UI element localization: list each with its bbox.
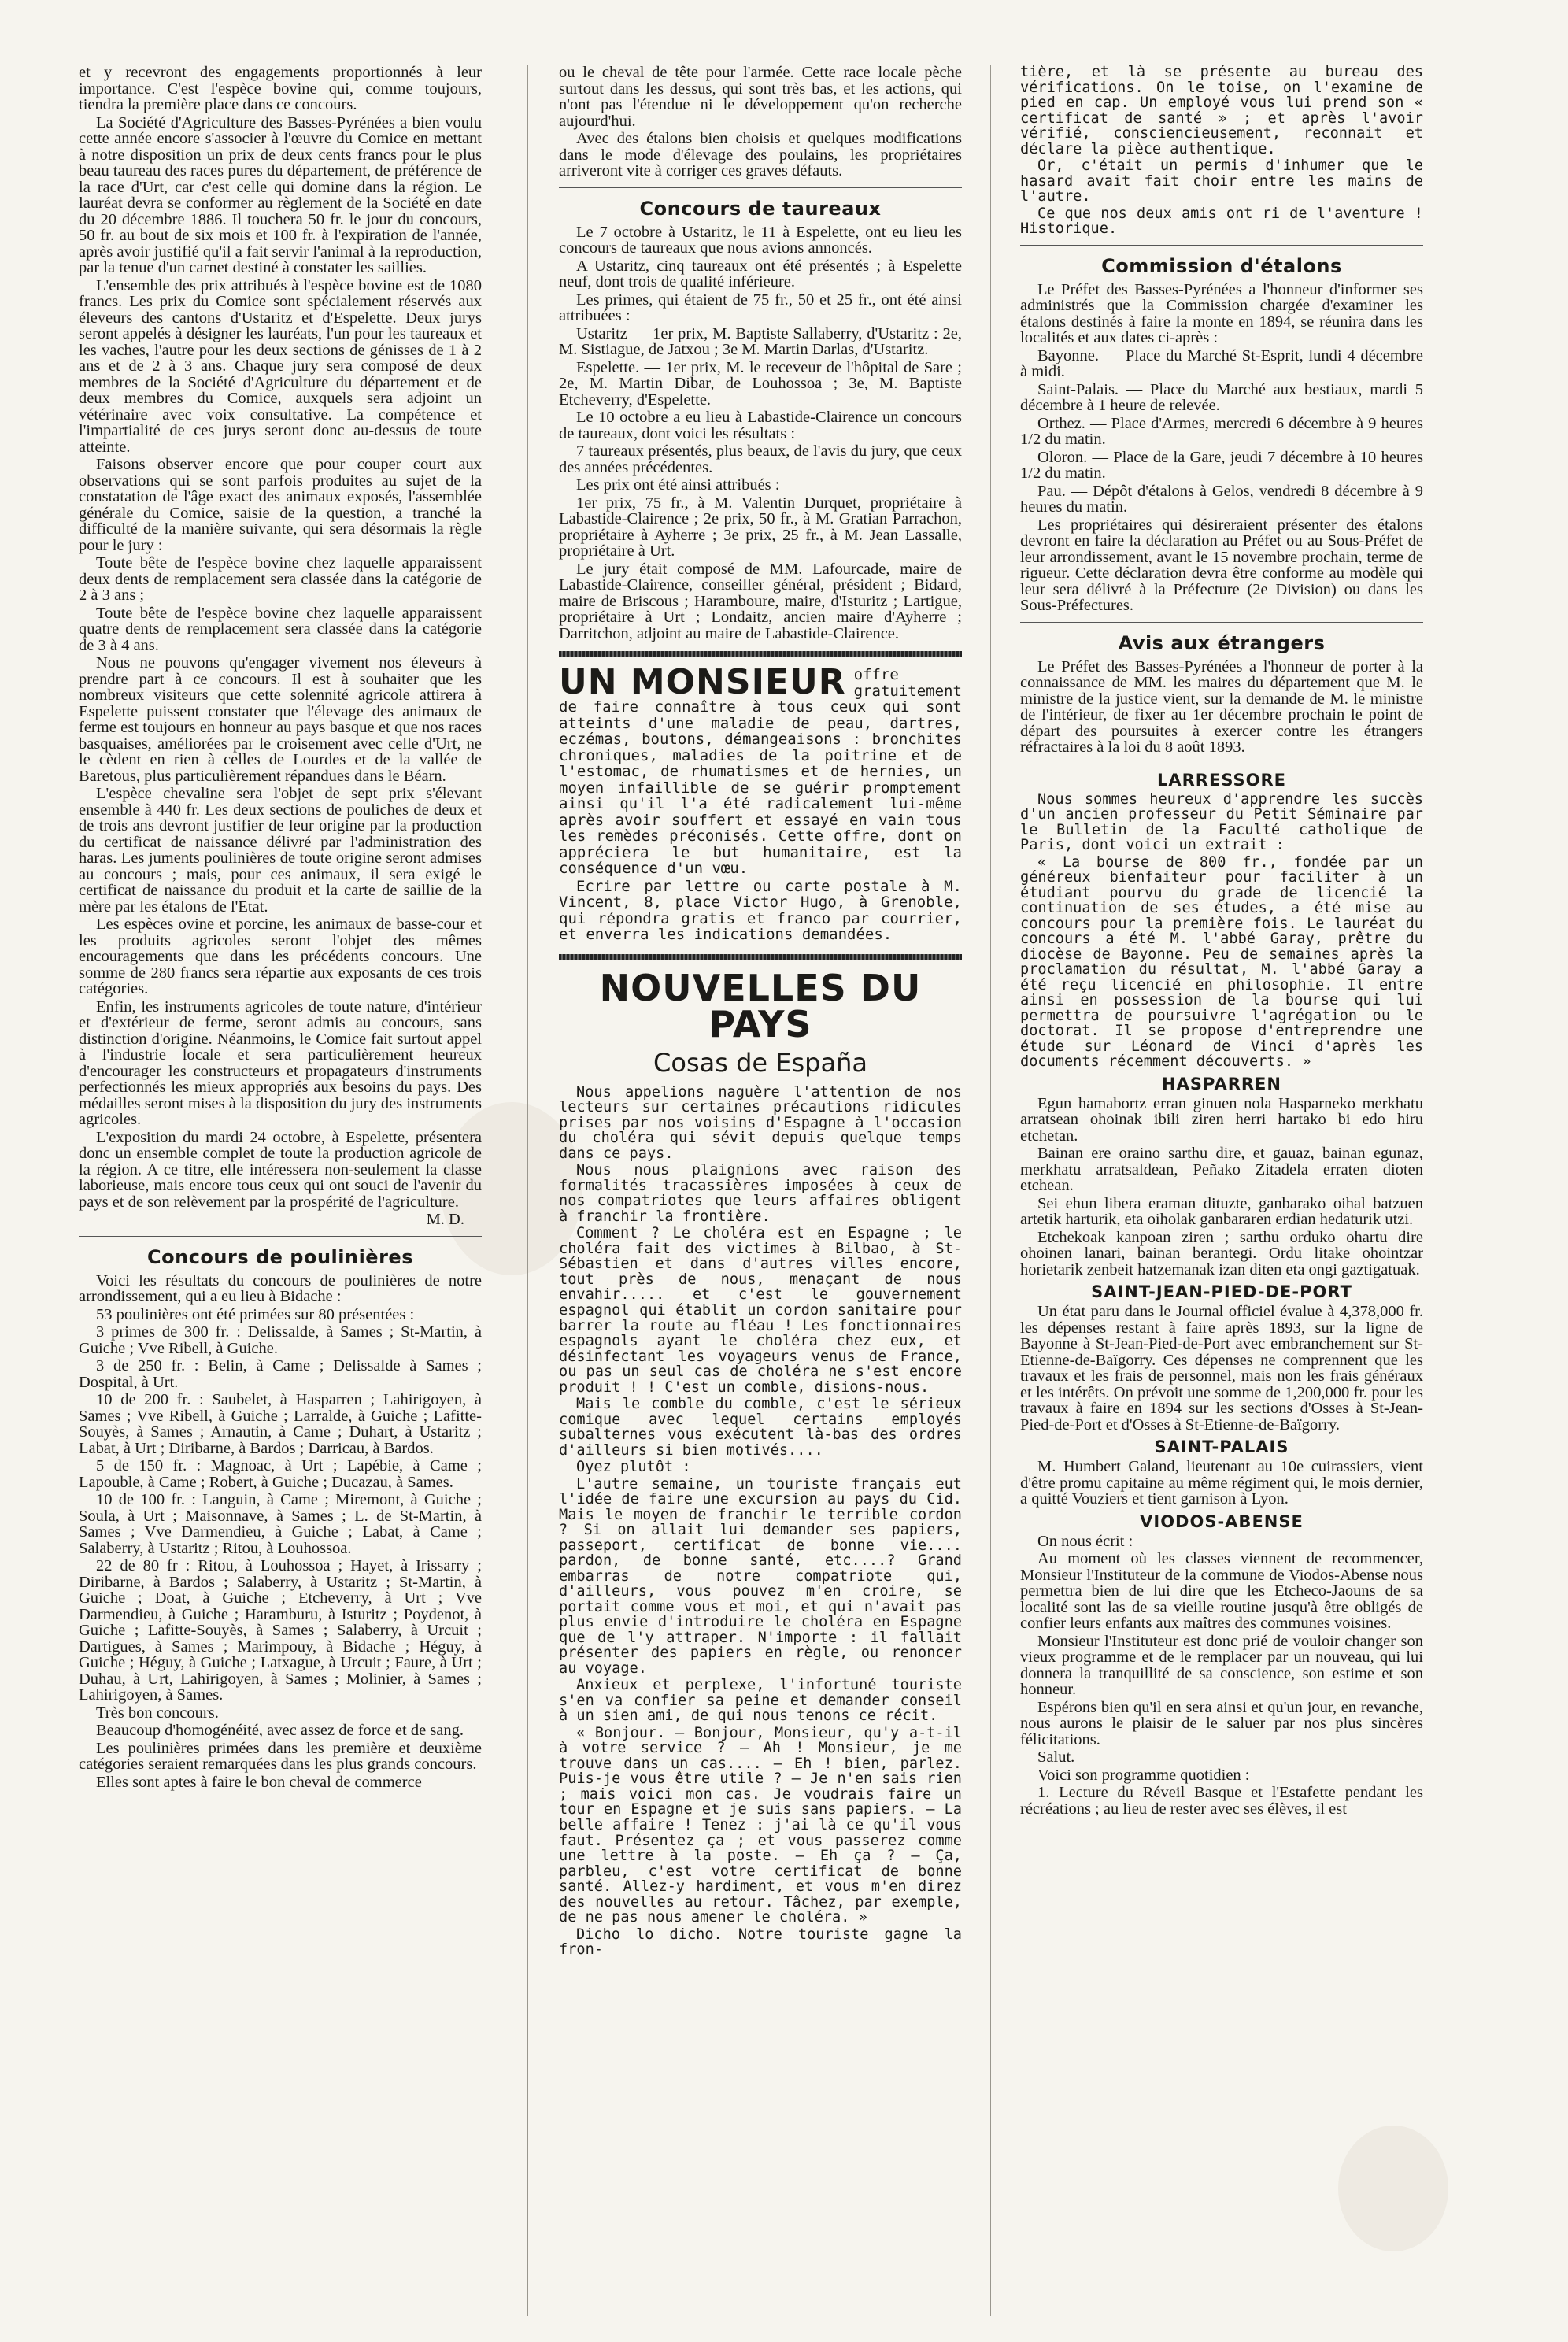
paragraph: Salut. [1037,1748,1075,1767]
paper-stain [1338,2126,1448,2251]
paragraph: Nous sommes heureux d'apprendre les succès d'un ancien professeur du Petit Séminaire par le Bulletin de la Faculté catholique de Paris, dont voici un extrait : [1020,790,1423,854]
paragraph: L'autre semaine, un touriste français eut l'idée de faire une excursion au pays du Cid. Mais le moyen de franchir le terrible cordon ? Si on allait lui demander ses papiers, passeport, certificat de bonne vie.... pardon, de bonne santé, etc....? Grand embarras de notre compatriote qui, d'ailleurs, vous pouvez m'en croire, se portait comme vous et moi, et qui n'avait pas plus envie d'introduire le choléra en Espagne que de l'y attraper. N'importe : il fallait présenter des papiers en règle, ou renoncer au voyage. [559,1475,962,1677]
paragraph: Faisons observer encore que pour couper court aux observations qui se sont parfois produites au sujet de la constatation de l'âge exact des animaux exposés, l'assemblée générale du Comice, saisie de la question, a tranché la difficulté de la manière suivante, qui sera désormais la règle pour le jury : [79,456,482,554]
paragraph: Elles sont aptes à faire le bon cheval de commerce [96,1773,422,1791]
taureaux-article [559,224,962,642]
poulinieres-continuation [559,65,962,179]
paragraph: Saint-Palais. — Place du Marché aux bestiaux, mardi 5 décembre à 1 heure de relevée. [1020,380,1423,415]
comice-article [79,65,482,1210]
paragraph: 22 de 80 fr : Ritou, à Louhossoa ; Hayet, à Irissarry ; Diribarne, à Bardos ; Salaberry, à Ustaritz ; St-Martin, à Guiche ; Doat, à Guiche ; Etcheverry, à Urt ; Vve Darmendieu, à Guiche ; Haramburu, à Isturitz ; Poydenot, à Guiche ; Lafitte-Souyès, à Sames ; Salaberry, à Urcuit ; Dartigues, à Sames ; Marimpouy, à Bidache ; Héguy, à Guiche ; Héguy, à Guiche ; Latxague, à Urcuit ; Faure, à Urt ; Duhau, à Urt, Lahirigoyen, à Sames ; Molinier, à Sames ; Lahirigoyen, à Sames. [79,1557,482,1704]
heading-hasparren: HASPARREN [1162,1074,1281,1093]
heavy-separator [559,651,962,657]
paragraph: Nous appelions naguère l'attention de nos lecteurs sur certaines précautions ridicules prises par nos voisins d'Espagne à l'occasion du choléra qui sévit depuis quelque temps dans ce pays. [559,1083,962,1162]
cosas-article [559,1085,962,1958]
paragraph: Monsieur l'Instituteur est donc prié de vouloir changer son vieux programme et de le remplacer par un nouveau, qui lui donnera la tranquillité de sa conscience, son estime et son honneur. [1020,1632,1423,1699]
paragraph: L'exposition du mardi 24 octobre, à Espelette, présentera donc un ensemble complet de toute la production agricole de la région. A ce titre, elle intéressera non-seulement la classe laborieuse, mais encore tous ceux qui ont souci de l'avenir du pays et de son relèvement par la prospérité de l'agriculture. [79,1128,482,1211]
paragraph: Ustaritz — 1er prix, M. Baptiste Sallaberry, d'Ustaritz : 2e, M. Sistiague, de Jatxou ; 3e M. Martin Darlas, d'Ustaritz. [559,324,962,358]
paragraph: 7 taureaux présentés, plus beaux, de l'avis du jury, que ceux des années précédentes. [559,442,962,476]
cosas-paragraphs [559,1085,962,1958]
paragraph: M. Humbert Galand, lieutenant au 10e cuirassiers, vient d'être promu capitaine au même régiment qui, le mois dernier, a quitté Vouziers et tient garnison à Lyon. [1020,1458,1423,1508]
paragraph: Voici son programme quotidien : [1037,1766,1250,1784]
column-3 [1020,65,1423,1818]
paragraph: L'espèce chevaline sera l'objet de sept prix s'élevant ensemble à 440 fr. Les deux sections de pouliches de deux et de trois ans devront justifier de leur origine par la production du certificat de naissance délivré par l'administration des haras. Les juments poulinières de toute origine seront admises au concours ; mais, pour ces animaux, il sera exigé le certificat de naissance du produit et la carte de saillie de la mère par les étalons de l'Etat. [79,785,482,916]
paragraph: Sei ehun libera eraman dituzte, ganbarako oihal batzuen artetik harturik, eta oiholak ganbararen erdian hedaturik utzi. [1020,1194,1423,1229]
paragraph: Oyez plutôt : [576,1459,691,1476]
poulinieres-article [79,1273,482,1791]
paragraph: Le 7 octobre à Ustaritz, le 11 à Espelette, ont eu lieu les concours de taureaux que nous avions annoncés. [559,223,962,257]
paragraph: L'ensemble des prix attribués à l'espèce bovine est de 1080 francs. Les prix du Comice sont spécialement réservés aux éleveurs des cantons d'Ustaritz et d'Espelette. Deux jurys seront appelés à désigner les lauréats, l'un pour les taureaux et les vaches, l'autre pour les deux sections de génisses de 1 à 2 ans et de 2 à 3 ans. Chaque jury sera composé de deux membres de la Société d'Agriculture du département et de deux membres du Comice, auxquels sera adjoint un vétérinaire avec voix consultative. La compétence et l'impartialité de ces jurys seront donc au-dessus de toute atteinte. [79,276,482,456]
paragraph: 3 de 250 fr. : Belin, à Came ; Delissalde à Sames ; Dospital, à Urt. [79,1357,482,1391]
paragraph: Le 10 octobre a eu lieu à Labastide-Clairence un concours de taureaux, dont voici les résultats : [559,409,962,442]
paragraph: offre gratuitement de faire connaître à tous ceux qui sont atteints d'une maladie de peau, dartres, eczémas, boutons, démangeaisons : bronchites chroniques, maladies de la poitrine et de l'estomac, de rhumatismes et de hernies, un moyen infaillible de se guérir promptement ainsi qu'il l'a été radicalement lui-même après avoir souffert et essayé en vain tous les remèdes préconisés. Cette offre, dont on appréciera le but humanitaire, est la conséquence d'un vœu. [559,666,962,878]
paragraph: Ecrire par lettre ou carte postale à M. Vincent, 8, place Victor Hugo, à Grenoble, qui répondra gratis et franco par courrier, et enverra les indications demandées. [559,877,962,944]
paragraph: Mais le comble du comble, c'est le sérieux comique avec lequel certains employés subalternes vous exécutent là-bas des ordres d'ailleurs si bien motivés.... [559,1396,962,1459]
paragraph: On nous écrit : [1037,1532,1133,1550]
column-1 [79,65,482,1792]
paragraph: 10 de 100 fr. : Languin, à Came ; Miremont, à Guiche ; Soula, à Urt ; Maisonnave, à Sames ; L. de St-Martin, à Sames ; Vve Darmendieu, à Guiche ; Labat, à Came ; Salaberry, à Ustaritz ; Ritou, à Louhossoa. [79,1491,482,1557]
advertisement [559,662,962,945]
section-title-poulinieres: Concours de poulinières [147,1245,413,1268]
paragraph: A Ustaritz, cinq taureaux ont été présentés ; à Espelette neuf, dont trois de qualité inférieure. [559,257,962,290]
paragraph: et y recevront des engagements proportionnés à leur importance. C'est l'espèce bovine qui, comme toujours, tiendra la première place dans ce concours. [79,64,482,113]
section-title-avis: Avis aux étrangers [1118,631,1326,654]
news-subtitle: Cosas de España [653,1047,867,1078]
paragraph: 3 primes de 300 fr. : Delissalde, à Sames ; St-Martin, à Guiche ; Vve Ribell, à Guiche. [79,1323,482,1357]
cosas-continuation [1020,65,1423,237]
paragraph: 1. Lecture du Réveil Basque et l'Estafette pendant les récréations ; au lieu de rester avec ses élèves, il est [1020,1784,1423,1818]
paragraph: 5 de 150 fr. : Magnoac, à Urt ; Lapébie, à Came ; Lapouble, à Came ; Robert, à Guiche ; Ducazau, à Sames. [79,1457,482,1491]
paragraph: Bayonne. — Place du Marché St-Esprit, lundi 4 décembre à midi. [1020,346,1423,381]
paragraph: Les poulinières primées dans les première et deuxième catégories seraient remarquées dans les plus grands concours. [79,1739,482,1773]
section-title-taureaux: Concours de taureaux [639,197,882,220]
ad-body [559,662,962,944]
paragraph: 53 poulinières ont été primées sur 80 présentées : [96,1305,415,1323]
paragraph: 10 de 200 fr. : Saubelet, à Hasparren ; Lahirigoyen, à Sames ; Vve Ribell, à Guiche ; Larralde, à Guiche ; Lafitte-Souyès, à Sames ; Arnautin, à Came ; Duhart, à Ustaritz ; Labat, à Urt ; Diribarne, à Bardos ; Darricau, à Bardos. [79,1391,482,1457]
paragraph: Or, c'était un permis d'inhumer que le hasard avait fait choir entre les mains de l'autre. [1020,157,1423,205]
paragraph: Pau. — Dépôt d'étalons à Gelos, vendredi 8 décembre à 9 heures du matin. [1020,482,1423,516]
paragraph: tière, et là se présente au bureau des vérifications. On le toise, on l'examine de pied en cap. Un employé vous lui prend son « certificat de santé » ; et après l'avoir vérifié, consciencieusement, reconnait et déclare la pièce authentique. [1020,64,1423,157]
sjpp-article [1020,1304,1423,1433]
paragraph: Le jury était composé de MM. Lafourcade, maire de Labastide-Clairence, conseiller général, président ; Bidard, maire de Briscous ; Haramboure, maire, d'Isturitz ; Lartigue, propriétaire à Urt ; Londaitz, ancien maire d'Ayherre ; Darritchon, adjoint au maire de Labastide-Clairence. [559,560,962,642]
paragraph: Un état paru dans le Journal officiel évalue à 4,378,000 fr. les dépenses restant à faire après 1893, sur la ligne de Bayonne à St-Jean-Pied-de-Port avec embranchement sur St-Etienne-de-Baïgorry. Ces dépenses ne comprennent que les travaux et les frais de personnel, mais non les frais généraux et les intérêts. On prévoit une somme de 1,200,000 fr. pour les travaux à faire en 1894 sur les sections d'Osses à St-Jean-Pied-de-Port et d'Osses à St-Etienne-de-Baïgorry. [1020,1303,1423,1434]
viodos-article [1020,1534,1423,1818]
heading-saint-palais: SAINT-PALAIS [1154,1437,1289,1457]
paragraph: Le Préfet des Basses-Pyrénées a l'honneur de porter à la connaissance de MM. les maires du département que M. le ministre de la justice vient, sur la demande de M. le ministre de l'intérieur, de fixer au 1er décembre prochain le point de départ des poursuites à exercer contre les étrangers réfractaires à la loi du 8 août 1893. [1020,657,1423,757]
paragraph: Etchekoak kanpoan ziren ; sarthu orduko ohartu dire ohoinen lanari, bainan berantegi. Ordu litake ohointzar horietarik zenbeit hatzemanak izan diten eta ongi gaztigatuak. [1020,1228,1423,1278]
paragraph: Oloron. — Place de la Gare, jeudi 7 décembre à 10 heures 1/2 du matin. [1020,448,1423,483]
paragraph: 1er prix, 75 fr., à M. Valentin Durquet, propriétaire à Labastide-Clairence ; 2e prix, 50 fr., à M. Gratian Parrachon, propriétaire à Ayherre ; 3e prix, 25 fr., à M. Jean Lassalle, propriétaire à Urt. [559,494,962,560]
paragraph: Voici les résultats du concours de poulinières de notre arrondissement, qui a eu lieu à Bidache : [79,1271,482,1305]
paragraph: Dicho lo dicho. Notre touriste gagne la fron- [559,1926,962,1959]
paragraph: Nous nous plaignions avec raison des formalités tracassières imposées à ceux de nos compatriotes que leurs affaires obligent à franchir la frontière. [559,1162,962,1225]
paragraph: Le Préfet des Basses-Pyrénées a l'honneur d'informer ses administrés que la Commission chargée d'examiner les étalons destinés à faire la monte en 1894, se réunira dans les localités et aux dates ci-après : [1020,280,1423,347]
paragraph: Toute bête de l'espèce bovine chez laquelle apparaissent deux dents de remplacement sera classée dans la catégorie de 2 à 3 ans ; [79,554,482,604]
paragraph: Très bon concours. [96,1704,219,1722]
paragraph: Beaucoup d'homogénéité, avec assez de force et de sang. [96,1722,464,1739]
etalons-article [1020,282,1423,614]
paragraph: Les espèces ovine et porcine, les animaux de basse-cour et les produits agricoles seront l'objet des mêmes encouragements que dans les précédents concours. Une somme de 280 francs sera répartie aux exposants de ces trois catégories. [79,916,482,997]
paragraph: Enfin, les instruments agricoles de toute nature, d'intérieur et d'extérieur de ferme, seront admis au concours, sans distinction d'origine. Néanmoins, le Comice fait surtout appel à l'industrie locale et sera particulièrement heureux d'encourager les constructeurs et propagateurs d'instruments perfectionnés les mieux appropriés aux besoins du pays. Des médailles seront mises à la disposition du jury des instruments agricoles. [79,997,482,1128]
separator [1020,245,1423,246]
paragraph: Les propriétaires qui désireraient présenter des étalons devront en faire la déclaration au Préfet ou au Sous-Préfet de leur arrondissement, avant le 15 novembre prochain, terme de rigueur. Cette déclaration devra être conforme au modèle qui leur sera délivré à la Préfecture (2e Division) ou dans les Sous-Préfectures. [1020,516,1423,615]
heavy-separator [559,954,962,960]
hasparren-article [1020,1096,1423,1278]
paragraph: Comment ? Le choléra est en Espagne ; le choléra fait des victimes à Bilbao, à St-Sébastien et dans d'autres villes encore, tout près de nous, menaçant de nous envahir..... et c'est le gouvernement espagnol qui établit un cordon sanitaire pour barrer la route au fléau ! Les fonctionnaires espagnols ayant le choléra chez eux, et désinfectant les voyageurs venus de France, ou pas un seul cas de choléra ne s'est encore produit ! ! C'est un comble, disions-nous. [559,1225,962,1396]
paragraph: Bainan ere oraino sarthu dire, et gauaz, bainan egunaz, merkhatu arratsaldean, Peñako Zitadela erraten dioten etchean. [1020,1145,1423,1195]
paragraph: Anxieux et perplexe, l'infortuné touriste s'en va confier sa peine et demander conseil à un sien ami, de qui nous tenons ce récit. [559,1677,962,1725]
separator [1020,622,1423,623]
avis-article [1020,659,1423,756]
column-rule [527,65,528,2316]
paragraph: Egun hamabortz erran ginuen nola Hasparneko merkhatu arratsean ohoinak ibili ziren herri hartako bi edo hiru etchetan. [1020,1094,1423,1145]
paragraph: Espérons bien qu'il en sera ainsi et qu'un jour, en revanche, nous aurons le plaisir de le saluer par nos plus sincères félicitations. [1020,1698,1423,1748]
paragraph: La Société d'Agriculture des Basses-Pyrénées a bien voulu cette année encore s'associer à l'œuvre du Comice en mettant à notre disposition un prix de deux cents francs pour le plus beau taureau des races pures du département, de préférence de la race d'Urt, car c'est celle qui domine dans la région. Le lauréat devra se conformer au règlement de la Société en date du 20 décembre 1886. Il touchera 50 fr. le jour du concours, 50 fr. au bout de six mois et 100 fr. à l'expiration de l'année, après avoir justifié qu'il a fait servir l'animal à la reproduction, par la tenue d'un carnet destiné à constater les saillies. [79,113,482,276]
paragraph: Au moment où les classes viennent de recommencer, Monsieur l'Instituteur de la commune de Viodos-Abense nous permettra bien de lui dire que les Etcheco-Jaouns de sa localité sont las de sa vieille routine jusqu'à être obligés de confier leurs enfants aux maîtres des communes voisines. [1020,1550,1423,1633]
paragraph: Espelette. — 1er prix, M. le receveur de l'hôpital de Sare ; 2e, M. Martin Dibar, de Louhossoa ; 3e, M. Baptiste Etcheverry, d'Espelette. [559,358,962,409]
paragraph: ou le cheval de tête pour l'armée. Cette race locale pèche surtout dans les dessus, qui sont très bas, et les actions, qui n'ont pas l'étendue ni le développement qu'on recherche aujourd'hui. [559,64,962,130]
heading-viodos-abense: VIODOS-ABENSE [1140,1511,1304,1531]
larressore-article [1020,792,1423,1070]
paragraph: Avec des étalons bien choisis et quelques modifications dans le mode d'élevage des poulains, les propriétaires arriveront vite à corriger ces graves défauts. [559,130,962,179]
paragraph: Toute bête de l'espèce bovine chez laquelle apparaissent quatre dents de remplacement sera classée dans la catégorie de 3 à 4 ans. [79,604,482,654]
paragraph: « La bourse de 800 fr., fondée par un généreux bienfaiteur pour faciliter à un étudiant pourvu du grade de licencié la continuation de ses études, a été mise au concours pour la première fois. Le lauréat du concours a été M. l'abbé Garay, prêtre du diocèse de Bayonne. Peu de semaines après la proclamation du résultat, M. l'abbé Garay a été reçu licencié en philosophie. Il entre ainsi en possession de la bourse qui lui permettra de poursuivre l'agrégation ou le doctorat. Il se propose d'entreprendre une étude sur Léonard de Vinci d'après les documents récemment découverts. » [1020,853,1423,1071]
paragraph: Ce que nos deux amis ont ri de l'aventure ! Historique. [1020,205,1423,238]
paragraph: Les prix ont été ainsi attribués : [576,476,780,494]
column-2 [559,65,962,1959]
larressore-paragraphs [1020,792,1423,1070]
separator [79,1236,482,1237]
cosas-continuation-paragraphs [1020,65,1423,237]
column-rule [990,65,991,2316]
section-title-etalons: Commission d'étalons [1101,254,1342,277]
paragraph: Nous ne pouvons qu'engager vivement nos éleveurs à prendre part à ce concours. Il est à souhaiter que les nombreux visiteurs que cette solennité agricole attirera à Espelette puissent constater que l'élevage des animaux de ferme est toujours en honneur au pays basque et que nos races basquaises, améliorées par le croisement avec celle d'Urt, ne le cèdent en rien à celles de Lourdes et de la vallée de Baretous, plus particulièrement répandues dans le Béarn. [79,654,482,785]
heading-saint-jean-pied-de-port: SAINT-JEAN-PIED-DE-PORT [1091,1282,1352,1302]
article-signature: M. D. [426,1211,464,1228]
paragraph: Orthez. — Place d'Armes, mercredi 6 décembre à 9 heures 1/2 du matin. [1020,414,1423,449]
saint-palais-article [1020,1459,1423,1508]
paragraph: Les primes, qui étaient de 75 fr., 50 et 25 fr., ont été ainsi attribuées : [559,290,962,324]
separator [559,187,962,188]
news-section-title: NOUVELLES DU PAYS [599,966,922,1045]
ad-headline: UN MONSIEUR [559,662,846,702]
heading-larressore: LARRESSORE [1157,770,1286,790]
paragraph: « Bonjour. — Bonjour, Monsieur, qu'y a-t-il à votre service ? — Ah ! Monsieur, je me trouve dans un cas.... — Eh ! bien, parlez. Puis-je vous être utile ? — Je n'en sais rien ; mais voici mon cas. Je voudrais faire un tour en Espagne et je suis sans papiers. — La belle affaire ! Tenez : j'ai là ce qu'il vous faut. Présentez ça ; et vous passerez comme une lettre à la poste. — Eh ça ? — Ça, parbleu, c'est votre certificat de bonne santé. Allez-y hardiment, et vous m'en direz des nouvelles au retour. Tâchez, par exemple, de ne pas nous amener le choléra. » [559,1724,962,1926]
